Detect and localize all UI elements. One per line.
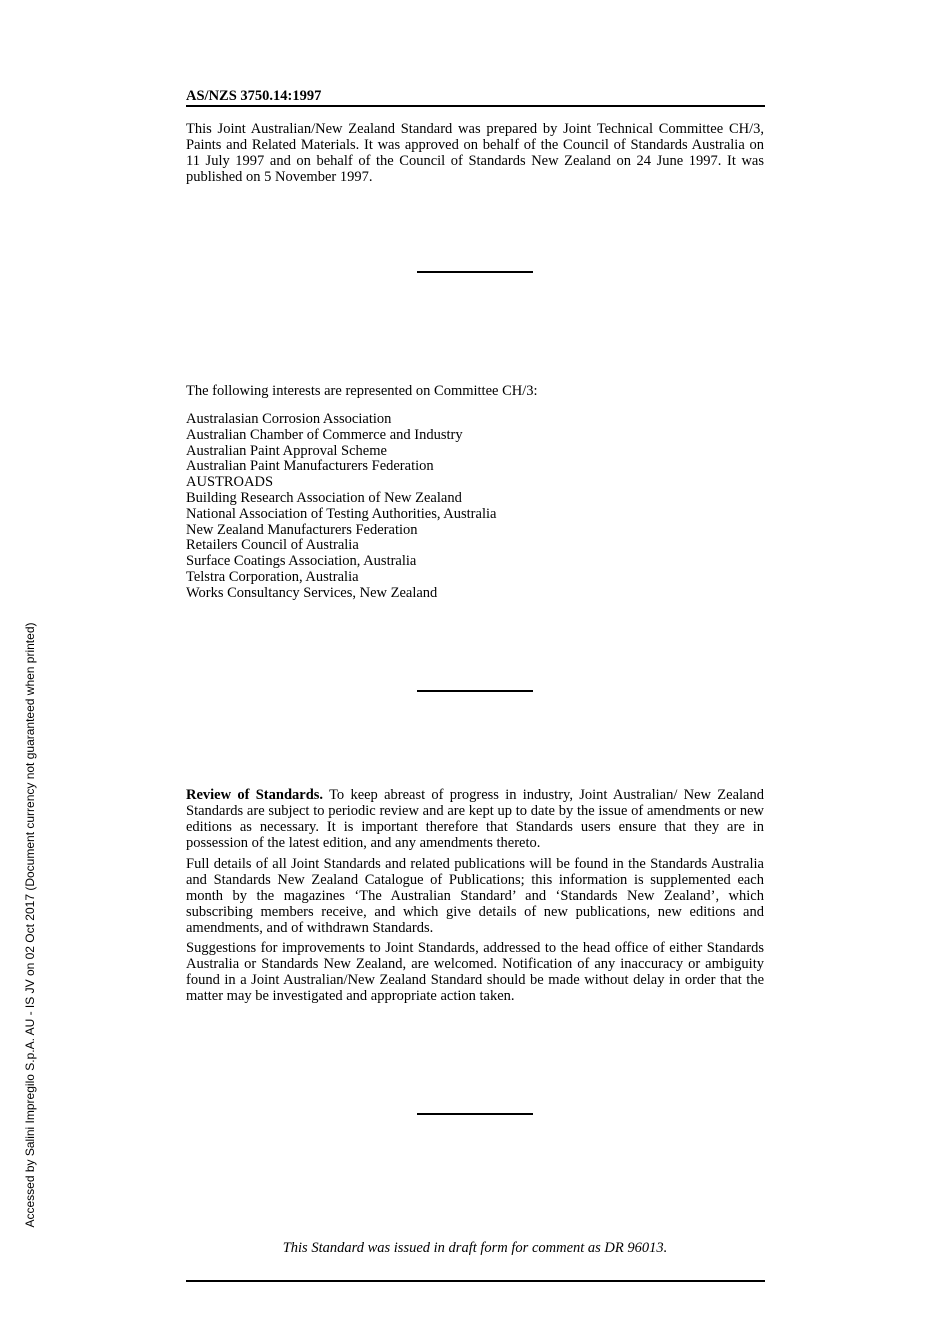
- list-item: Retailers Council of Australia: [186, 537, 359, 554]
- section-separator: [417, 1113, 533, 1115]
- list-item: Works Consultancy Services, New Zealand: [186, 584, 438, 601]
- section-separator: [417, 690, 533, 692]
- footer-rule: [186, 1280, 765, 1282]
- list-item: Australian Chamber of Commerce and Industry: [186, 426, 463, 443]
- review-paragraph: [186, 787, 764, 851]
- approval-paragraph: This Joint Australian/New Zealand Standard was prepared by Joint Technical Committee CH/3, Paints and Related Materials. It was approved on behalf of the Council of Standards Australia on 11 July 1997 and on behalf of the Council of Standards New Zealand on 24 June 1997. It was published on 5 November 1997.: [186, 121, 764, 185]
- list-item: Australasian Corrosion Association: [186, 411, 392, 427]
- list-item: New Zealand Manufacturers Federation: [186, 521, 418, 538]
- header-rule: [186, 105, 765, 107]
- list-item: National Association of Testing Authorities, Australia: [186, 505, 497, 522]
- review-heading: Review of Standards.: [186, 787, 324, 803]
- access-watermark: Accessed by Salini Impregilo S.p.A. AU - IS JV on 02 Oct 2017 (Document currency not guaranteed when printed): [23, 622, 37, 1228]
- list-item: Australian Paint Approval Scheme: [186, 442, 387, 459]
- list-item: AUSTROADS: [186, 474, 274, 491]
- committee-member-list: [186, 412, 496, 602]
- list-item: Building Research Association of New Zealand: [186, 489, 462, 506]
- draft-note: This Standard was issued in draft form for comment as DR 96013.: [282, 1240, 668, 1256]
- list-item: Surface Coatings Association, Australia: [186, 553, 417, 570]
- interests-intro: The following interests are represented on Committee CH/3:: [186, 383, 538, 399]
- suggestions-paragraph: Suggestions for improvements to Joint Standards, addressed to the head office of either Standards Australia or Standards New Zealand, are welcomed. Notification of any inaccuracy or ambiguity found in a Joint Australian/New Zealand Standard should be made without delay in order that the matter may be investigated and appropriate action taken.: [186, 940, 764, 1004]
- section-separator: [417, 271, 533, 273]
- standard-code: AS/NZS 3750.14:1997: [186, 88, 322, 104]
- list-item: Telstra Corporation, Australia: [186, 568, 359, 585]
- review-text: To keep abreast of progress in industry, Joint Australian/ New Zealand Standards are subject to periodic review and are kept up to date by the issue of amendments or new editions as necessary. It is important therefore that Standards users ensure that they are in possession of the latest edition, and any amendments thereto.: [186, 787, 764, 851]
- details-paragraph: Full details of all Joint Standards and related publications will be found in the Standards Australia and Standards New Zealand Catalogue of Publications; this information is supplemented each month by the magazines ‘The Australian Standard’ and ‘Standards New Zealand’, which subscribing members receive, and which give details of new publications, new editions and amendments, and of withdrawn Standards.: [186, 856, 764, 936]
- list-item: Australian Paint Manufacturers Federation: [186, 458, 434, 475]
